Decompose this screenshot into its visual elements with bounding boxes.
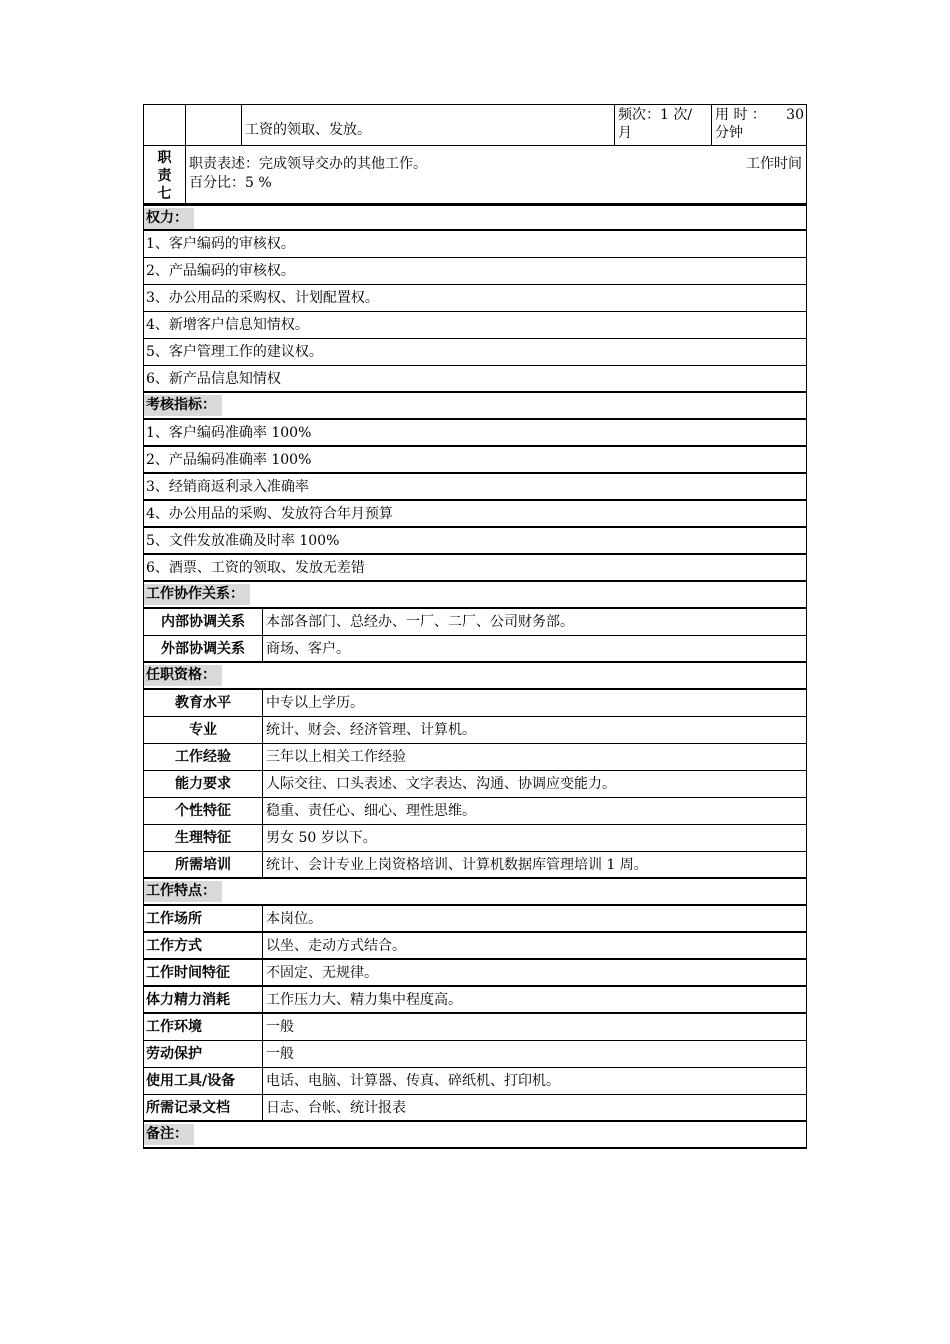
- table-row: [143, 798, 807, 825]
- table-row: [143, 852, 807, 879]
- duration-unit: 分钟: [715, 125, 743, 141]
- table-row: [143, 906, 807, 933]
- section-relations: [143, 582, 807, 609]
- table-row: [143, 609, 807, 636]
- row-value: 工作压力大、精力集中程度高。: [262, 987, 806, 1012]
- section-powers: [143, 204, 807, 231]
- task-cell: [241, 105, 614, 145]
- row-label: 劳动保护: [146, 1046, 202, 1062]
- row-value: 统计、会计专业上岗资格培训、计算机数据库管理培训 1 周。: [262, 852, 806, 877]
- task-row: [143, 104, 807, 146]
- table-row: [143, 1014, 807, 1041]
- row-label: 工作经验: [175, 749, 231, 765]
- duty-seven-label: 职 责 七: [157, 150, 172, 202]
- duration-value: 30: [786, 107, 804, 123]
- list-item: 5、文件发放准确及时率 100%: [143, 528, 807, 555]
- row-value: 三年以上相关工作经验: [262, 744, 806, 770]
- row-value: 一般: [262, 1041, 806, 1067]
- table-row: [143, 1041, 807, 1068]
- list-item: 6、酒票、工资的领取、发放无差错: [143, 555, 807, 582]
- list-item: 1、客户编码的审核权。: [143, 231, 807, 258]
- row-label: 工作场所: [146, 911, 202, 927]
- row-label: 外部协调关系: [161, 641, 245, 657]
- row-label: 个性特征: [175, 803, 231, 819]
- table-row: [143, 1068, 807, 1095]
- row-value: 人际交往、口头表述、文字表达、沟通、协调应变能力。: [262, 771, 806, 797]
- list-item: 1、客户编码准确率 100%: [143, 420, 807, 447]
- row-value: 日志、台帐、统计报表: [262, 1095, 806, 1120]
- table-row: [143, 771, 807, 798]
- frequency-line1: 频次：1 次/: [618, 107, 693, 123]
- row-value: 本部各部门、总经办、一厂、二厂、公司财务部。: [262, 609, 806, 635]
- list-item: 3、经销商返利录入准确率: [143, 474, 807, 501]
- blank-cell: [144, 105, 185, 145]
- table-row: [143, 933, 807, 960]
- blank-cell: [185, 105, 241, 145]
- row-value: 稳重、责任心、细心、理性思维。: [262, 798, 806, 824]
- section-title: 工作特点：: [144, 881, 222, 902]
- list-item: 5、客户管理工作的建议权。: [143, 339, 807, 366]
- section-title: 备注：: [144, 1124, 194, 1145]
- row-value: 男女 50 岁以下。: [262, 825, 806, 851]
- row-label: 所需培训: [175, 857, 231, 873]
- table-row: [143, 825, 807, 852]
- job-description-table: [143, 104, 807, 1149]
- row-label: 工作环境: [146, 1019, 202, 1035]
- row-value: 一般: [262, 1014, 806, 1040]
- table-row: [143, 987, 807, 1014]
- duty-percentage: 百分比：5 %: [189, 175, 272, 191]
- row-value: 统计、财会、经济管理、计算机。: [262, 717, 806, 743]
- duty-seven-content: [185, 146, 806, 203]
- section-title: 工作协作关系：: [144, 584, 250, 605]
- row-value: 以坐、走动方式结合。: [262, 933, 806, 958]
- table-row: [143, 690, 807, 717]
- list-item: 3、办公用品的采购权、计划配置权。: [143, 285, 807, 312]
- row-label: 体力精力消耗: [146, 992, 230, 1008]
- row-label: 内部协调关系: [161, 614, 245, 630]
- list-item: 6、新产品信息知情权: [143, 366, 807, 393]
- row-label: 专业: [189, 722, 217, 738]
- section-title: 权力：: [144, 208, 194, 229]
- duration-label: 用 时 ：: [715, 107, 766, 123]
- row-label: 生理特征: [175, 830, 231, 846]
- frequency-line2: 月: [618, 125, 632, 141]
- row-value: 商场、客户。: [262, 636, 806, 661]
- table-row: [143, 744, 807, 771]
- section-title: 考核指标：: [144, 395, 222, 416]
- frequency-cell: [614, 105, 711, 145]
- table-row: [143, 636, 807, 663]
- list-item: 4、新增客户信息知情权。: [143, 312, 807, 339]
- list-item: 4、办公用品的采购、发放符合年月预算: [143, 501, 807, 528]
- row-value: 中专以上学历。: [262, 690, 806, 716]
- section-qualifications: [143, 663, 807, 690]
- duration-cell: [711, 105, 806, 145]
- duty-description: 职责表述：完成领导交办的其他工作。: [189, 156, 427, 172]
- section-notes: [143, 1122, 807, 1149]
- list-item: 2、产品编码的审核权。: [143, 258, 807, 285]
- section-features: [143, 879, 807, 906]
- row-label: 工作方式: [146, 938, 202, 954]
- task-text: 工资的领取、发放。: [245, 122, 371, 138]
- row-label: 工作时间特征: [146, 965, 230, 981]
- table-row: [143, 717, 807, 744]
- work-time-label: 工作时间: [746, 156, 802, 172]
- row-value: 电话、电脑、计算器、传真、碎纸机、打印机。: [262, 1068, 806, 1094]
- row-label: 教育水平: [175, 695, 231, 711]
- section-kpi: [143, 393, 807, 420]
- duty-seven-row: [143, 146, 807, 204]
- table-row: [143, 960, 807, 987]
- row-value: 本岗位。: [262, 906, 806, 931]
- row-label: 使用工具/设备: [146, 1073, 236, 1089]
- row-label: 能力要求: [175, 776, 231, 792]
- table-row: [143, 1095, 807, 1122]
- section-title: 任职资格：: [144, 665, 222, 686]
- row-value: 不固定、无规律。: [262, 960, 806, 985]
- list-item: 2、产品编码准确率 100%: [143, 447, 807, 474]
- row-label: 所需记录文档: [146, 1100, 230, 1116]
